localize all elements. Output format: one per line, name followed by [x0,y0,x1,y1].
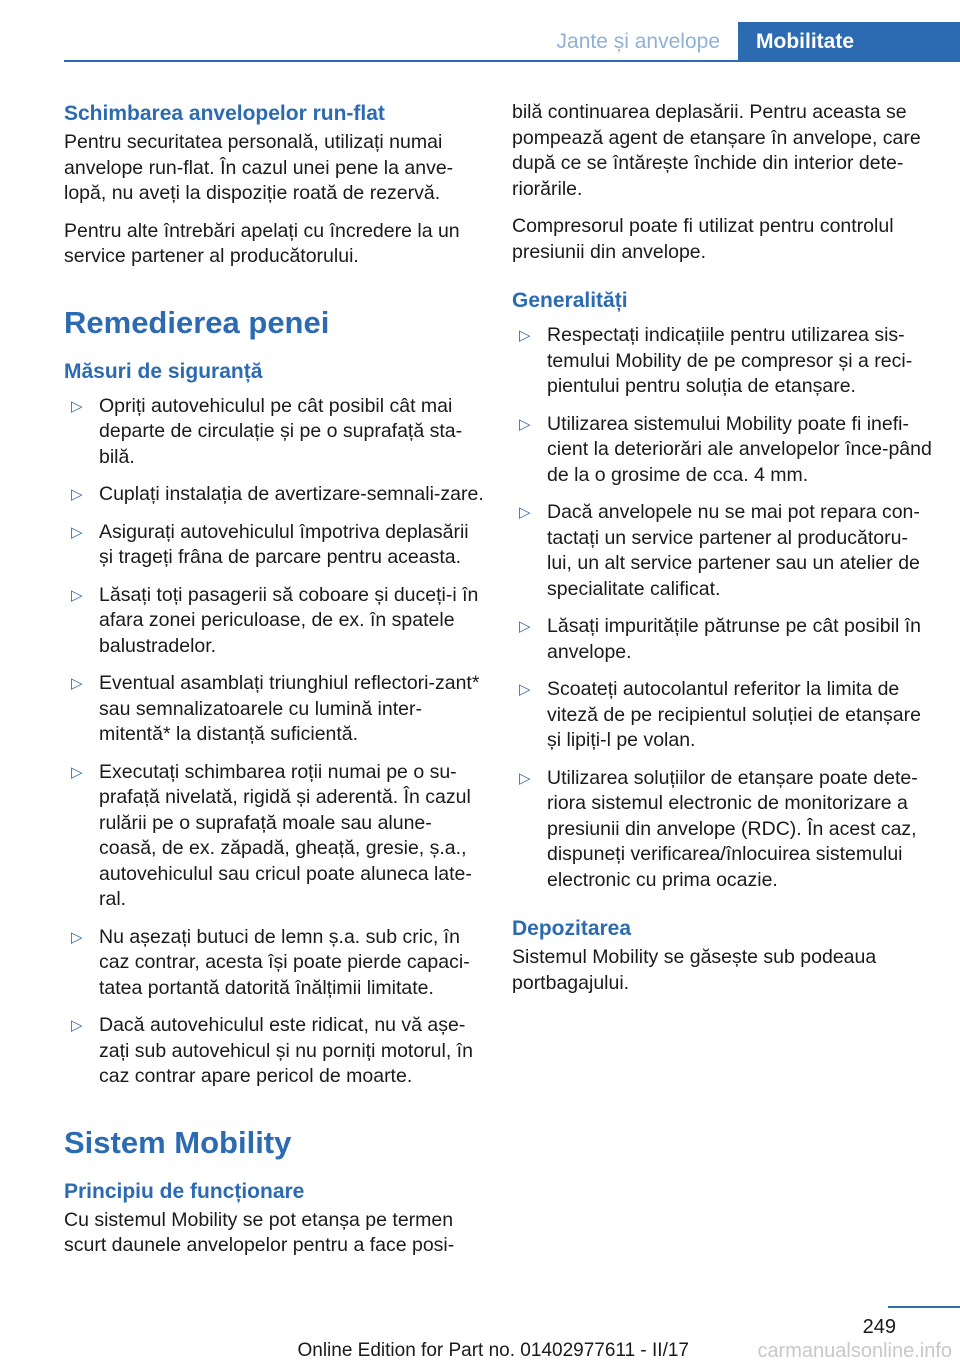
triangle-bullet-icon: ▷ [71,763,83,781]
compressor-paragraph: Compresorul poate fi utilizat pentru controlul presiunii din anvelope. [512,215,894,263]
list-item [64,925,484,1002]
right-column [512,100,932,1008]
principle-heading: Principiu de funcționare [64,1179,305,1203]
list-item [512,323,932,400]
triangle-bullet-icon: ▷ [519,681,531,698]
triangle-bullet-icon: ▷ [519,415,531,433]
triangle-bullet-icon: ▷ [71,397,83,415]
storage-heading: Depozitarea [512,917,632,940]
list-item-text: Nu așezați butuci de lemn ș.a. sub cric, în caz contrar, acesta își poate pierde capaci-tatea portantă datorită înălțimii limitate. [99,925,470,999]
triangle-bullet-icon: ▷ [519,327,531,344]
list-item-text: Lăsați toți pasagerii să coboare și duceți-i în afara zonei periculoase, de ex. în spatele balustradelor. [99,583,479,657]
page-number: 249 [862,1316,896,1338]
list-item [512,766,932,894]
triangle-bullet-icon: ▷ [71,486,83,503]
list-item-text: Utilizarea sistemului Mobility poate fi inefi-cient la deteriorări ale anvelopelor înce-pând de la o grosime de cca. 4 mm. [547,412,932,486]
triangle-bullet-icon: ▷ [71,1017,83,1034]
list-item-text: Executați schimbarea roții numai pe o su-prafață nivelată, rigidă și aderentă. În cazul rulării pe o suprafață moale sau alune-coasă, de ex. zăpadă, gheață, gresie, ș.a., autovehiculul sau cricul poate aluneca late-ral. [99,760,472,910]
list-item [512,412,932,489]
list-item-text: Scoateți autocolantul referitor la limita de viteză de pe recipientul soluției de etanșare și lipiți-l pe volan. [547,678,921,751]
list-item [512,500,932,602]
edition-line: Online Edition for Part no. 01402977611 - II/17 [297,1340,689,1361]
left-column [64,100,484,1271]
list-item [512,614,932,665]
safety-heading: Măsuri de siguranță [64,359,263,383]
list-item-text: Cuplați instalația de avertizare-semnali-zare. [99,483,484,505]
list-item [64,583,484,660]
runflat-heading: Schimbarea anvelopelor run-flat [64,102,385,125]
triangle-bullet-icon: ▷ [519,618,531,635]
triangle-bullet-icon: ▷ [71,586,83,604]
principle-paragraph: Cu sistemul Mobility se pot etanșa pe termen scurt daunele anvelopelor pentru a face posi- [64,1208,455,1256]
continuation-paragraph: bilă continuarea deplasării. Pentru aceasta se pompează agent de etanșare în anvelope, care după ce se întărește închide din interior dete-riorările. [512,101,921,200]
footer-divider [888,1306,960,1308]
header-divider [64,60,960,62]
list-item-text: Dacă autovehiculul este ridicat, nu vă așe-zați sub autovehicul și nu porniți motorul, în caz contrar apare pericol de moarte. [99,1014,473,1087]
list-item [64,482,484,508]
list-item-text: Dacă anvelopele nu se mai pot repara con-tactați un service partener al producătoru-lui, un alt service partener sau un atelier de specialitate calificat. [547,501,920,600]
page-header [0,0,960,62]
list-item [64,520,484,571]
list-item [64,760,484,913]
watermark: carmanualsonline.info [757,1340,952,1362]
storage-paragraph: Sistemul Mobility se găsește sub podeaua portbagajului. [512,946,877,994]
general-heading: Generalități [512,289,628,312]
header-breadcrumb: Jante și anvelope [556,30,720,53]
triangle-bullet-icon: ▷ [519,769,531,787]
list-item-text: Utilizarea soluțiilor de etanșare poate dete-riora sistemul electronic de monitorizare a presiunii din anvelope (RDC). În acest caz, dispuneți verificarea/înlocuirea sistemului electronic cu prima ocazie. [547,766,918,891]
list-item [512,677,932,754]
list-item-text: Respectați indicațiile pentru utilizarea sis-temului Mobility de pe compresor și a reci-pientului pentru soluția de etanșare. [547,324,913,397]
list-item-text: Lăsați impuritățile pătrunse pe cât posibil în anvelope. [547,615,921,663]
safety-list [64,394,484,1090]
list-item [64,394,484,471]
general-list [512,323,932,893]
header-section-tab: Mobilitate [738,22,960,62]
section-title-remedierea-penei: Remedierea penei [64,304,330,340]
list-item-text: Eventual asamblați triunghiul reflectori-zant* sau semnalizatoarele cu lumină inter-mitentă* la distanță suficientă. [99,672,480,745]
triangle-bullet-icon: ▷ [71,675,83,692]
list-item-text: Asigurați autovehiculul împotriva deplasării și trageți frâna de parcare pentru aceasta. [99,520,469,568]
list-item [64,1013,484,1090]
section-title-sistem-mobility: Sistem Mobility [64,1124,292,1160]
triangle-bullet-icon: ▷ [71,523,83,541]
runflat-paragraph-2: Pentru alte întrebări apelați cu încredere la un service partener al producătorului. [64,219,460,267]
list-item-text: Opriți autovehiculul pe cât posibil cât mai departe de circulație și pe o suprafață sta-bilă. [99,394,463,468]
triangle-bullet-icon: ▷ [71,928,83,946]
list-item [64,671,484,748]
triangle-bullet-icon: ▷ [519,504,531,521]
runflat-paragraph-1: Pentru securitatea personală, utilizați numai anvelope run-flat. În cazul unei pene la anve-lopă, nu aveți la dispoziție roată de rezervă. [64,131,454,204]
